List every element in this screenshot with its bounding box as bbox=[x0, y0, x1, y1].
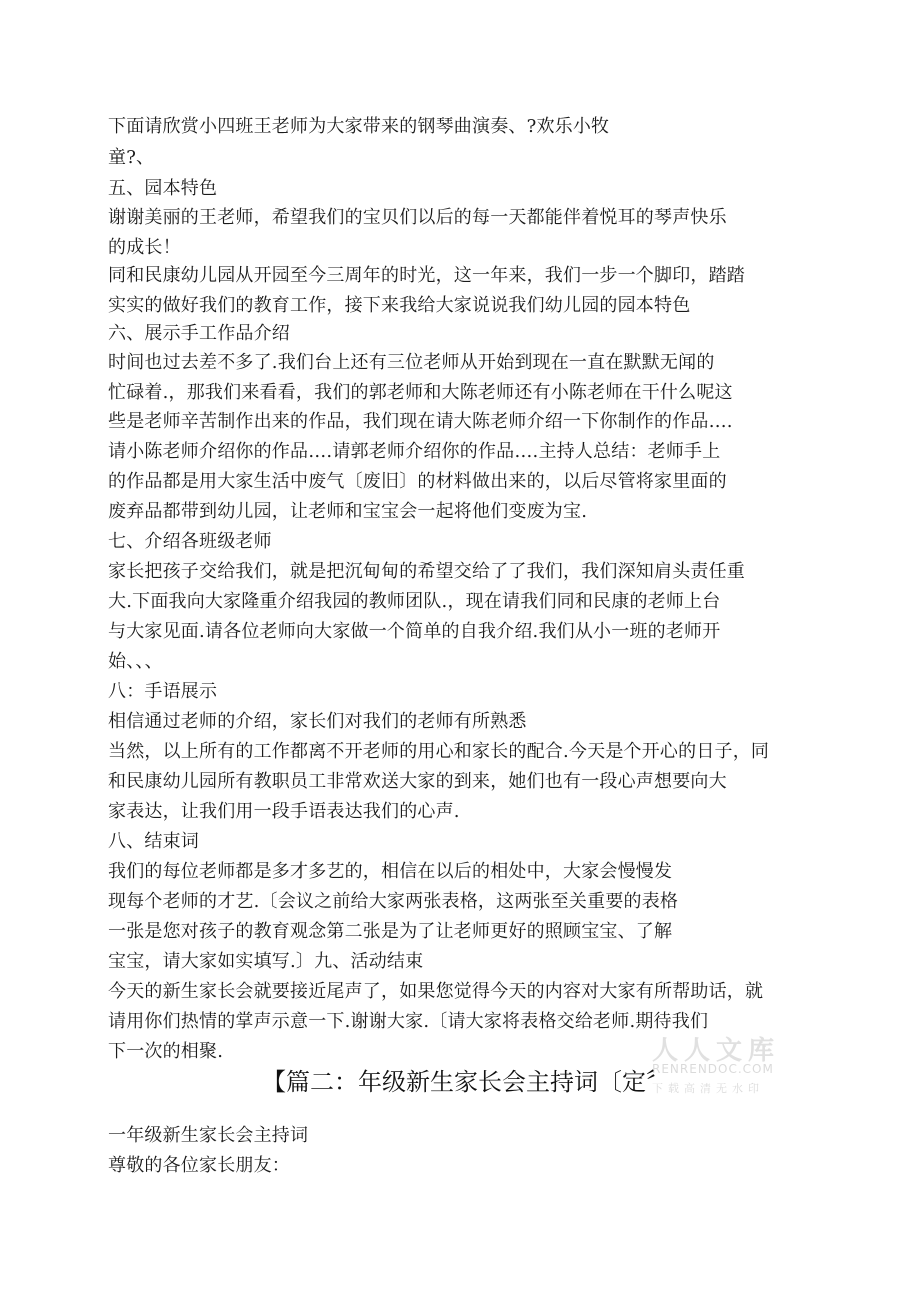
text-line: 请用你们热情的掌声示意一下.谢谢大家.〔请大家将表格交给老师.期待我们 bbox=[108, 1011, 709, 1032]
text-line: 当然，以上所有的工作都离不开老师的用心和家长的配合.今天是个开心的日子，同 bbox=[108, 741, 770, 762]
text-line: 相信通过老师的介绍，家长们对我们的老师有所熟悉 bbox=[108, 711, 527, 732]
text-line: 实实的做好我们的教育工作，接下来我给大家说说我们幼儿园的园本特色 bbox=[108, 295, 691, 316]
text-line: 现每个老师的才艺.〔会议之前给大家两张表格，这两张至关重要的表格 bbox=[108, 891, 679, 912]
text-line: 些是老师辛苦制作出来的作品，我们现在请大陈老师介绍一下你制作的作品…. bbox=[108, 411, 733, 432]
section-heading: 七、介绍各班级老师 bbox=[108, 531, 272, 552]
watermark-subtitle: 下载高清无水印 bbox=[652, 1082, 764, 1095]
text-line: 谢谢美丽的王老师，希望我们的宝贝们以后的每一天都能伴着悦耳的琴声快乐 bbox=[108, 207, 727, 228]
text-line: 请小陈老师介绍你的作品….请郭老师介绍你的作品….主持人总结：老师手上 bbox=[108, 441, 721, 462]
text-line: 大.下面我向大家隆重介绍我园的教师团队.，现在请我们同和民康的老师上台 bbox=[108, 591, 721, 612]
text-line: 一张是您对孩子的教育观念第二张是为了让老师更好的照顾宝宝、了解 bbox=[108, 921, 673, 942]
text-line: 时间也过去差不多了.我们台上还有三位老师从开始到现在一直在默默无闻的 bbox=[108, 352, 715, 373]
text-line: 宝宝，请大家如实填写.〕九、活动结束 bbox=[108, 951, 424, 972]
text-line: 始、、、 bbox=[108, 651, 163, 672]
text-line: 的作品都是用大家生活中废气〔废旧〕的材料做出来的，以后尽管将家里面的 bbox=[108, 471, 727, 492]
text-line: 同和民康幼儿园从开园至今三周年的时光，这一年来，我们一步一个脚印，踏踏 bbox=[108, 265, 745, 286]
text-line: 一年级新生家长会主持词 bbox=[108, 1125, 309, 1146]
text-line: 我们的每位老师都是多才多艺的，相信在以后的相处中，大家会慢慢发 bbox=[108, 861, 673, 882]
text-line: 忙碌着.，那我们来看看，我们的郭老师和大陈老师还有小陈老师在干什么呢这 bbox=[108, 382, 733, 403]
text-line: 和民康幼儿园所有教职员工非常欢送大家的到来，她们也有一段心声想要向大 bbox=[108, 771, 727, 792]
text-line: 童?、 bbox=[108, 147, 155, 168]
text-line: 的成长！ bbox=[108, 237, 181, 258]
watermark-title: 人人文库 bbox=[652, 1036, 781, 1066]
section-heading: 八：手语展示 bbox=[108, 681, 218, 702]
text-line: 家长把孩子交给我们，就是把沉甸甸的希望交给了了我们，我们深知肩头责任重 bbox=[108, 561, 745, 582]
section-title: 【篇二：年级新生家长会主持词〔定〞 bbox=[262, 1068, 670, 1096]
text-line: 家表达，让我们用一段手语表达我们的心声. bbox=[108, 801, 460, 822]
text-line: 废弃品都带到幼儿园，让老师和宝宝会一起将他们变废为宝. bbox=[108, 501, 588, 522]
watermark-url: RENRENDOC.COM bbox=[652, 1062, 774, 1076]
section-heading: 六、展示手工作品介绍 bbox=[108, 323, 290, 344]
text-line: 尊敬的各位家长朋友： bbox=[108, 1155, 290, 1176]
section-heading: 五、园本特色 bbox=[108, 178, 218, 199]
text-line: 下面请欣赏小四班王老师为大家带来的钢琴曲演奏、?欢乐小牧 bbox=[108, 116, 610, 137]
text-line: 今天的新生家长会就要接近尾声了，如果您觉得今天的内容对大家有所帮助话，就 bbox=[108, 981, 764, 1002]
section-heading: 八、结束词 bbox=[108, 831, 199, 852]
watermark-logo bbox=[646, 1030, 781, 1104]
text-line: 与大家见面.请各位老师向大家做一个简单的自我介绍.我们从小一班的老师开 bbox=[108, 621, 721, 642]
text-line: 下一次的相聚. bbox=[108, 1041, 224, 1062]
